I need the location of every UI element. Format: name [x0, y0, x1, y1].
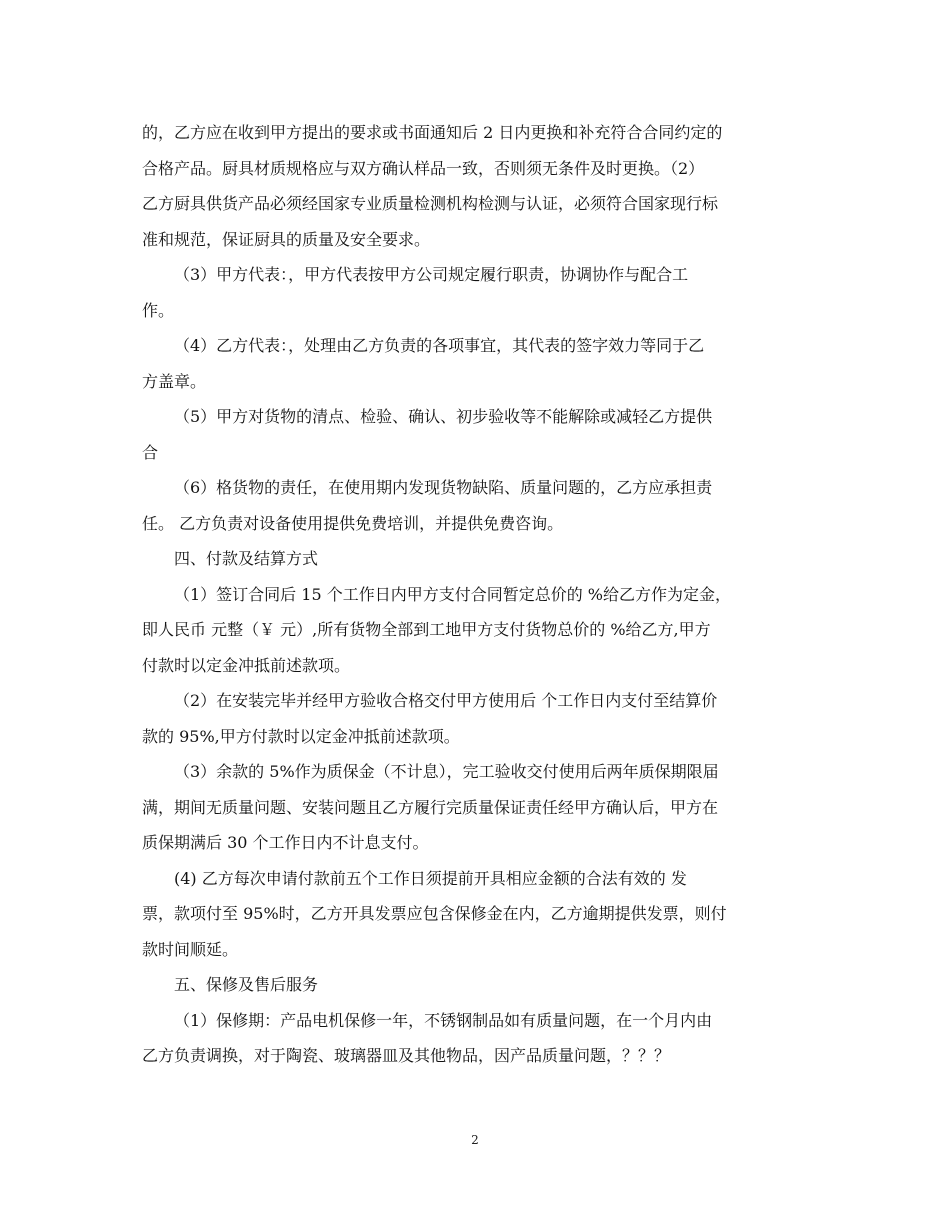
text-line: 款时间顺延。 — [142, 939, 239, 959]
text-line: （3）甲方代表：，甲方代表按甲方公司规定履行职责，协调协作与配合工 — [174, 265, 689, 284]
document-body — [142, 115, 812, 1074]
text-line: 乙方厨具供货产品必须经国家专业质量检测机构检测与认证，必须符合国家现行标 — [142, 194, 719, 213]
text-line: 作。 — [142, 300, 175, 320]
text-line: （2）在安装完毕并经甲方验收合格交付甲方使用后 个工作日内支付至结算价 — [174, 691, 718, 710]
text-line: 款的 95%,甲方付款时以定金冲抵前述款项。 — [142, 726, 460, 746]
text-line: 方盖章。 — [142, 371, 207, 391]
page-number: 2 — [471, 1133, 479, 1147]
text-line: （1）保修期：产品电机保修一年，不锈钢制品如有质量问题，在一个月内由 — [174, 1010, 713, 1030]
text-line: （5）甲方对货物的清点、检验、确认、初步验收等不能解除或减轻乙方提供 — [174, 407, 713, 426]
text-line: 质保期满后 30 个工作日内不计息支付。 — [142, 833, 429, 852]
text-line: 乙方负责调换，对于陶瓷、玻璃器皿及其他物品，因产品质量问题，？？？ — [142, 1046, 671, 1065]
text-line: 票，款项付至 95%时，乙方开具发票应包含保修金在内，乙方逾期提供发票，则付 — [142, 904, 727, 923]
text-line: 五、保修及售后服务 — [174, 975, 319, 994]
text-line: (4) 乙方每次申请付款前五个工作日须提前开具相应金额的合法有效的 发 — [174, 868, 687, 888]
text-line: 即人民币 元整（￥ 元）,所有货物全部到工地甲方支付货物总价的 %给乙方,甲方 — [142, 620, 711, 639]
text-line: 合 — [142, 442, 159, 462]
text-line: （6）格货物的责任，在使用期内发现货物缺陷、质量问题的，乙方应承担责 — [174, 478, 713, 497]
text-line: 合格产品。厨具材质规格应与双方确认样品一致，否则须无条件及时更换。（2） — [142, 158, 705, 178]
text-line: 四、付款及结算方式 — [174, 549, 319, 568]
text-line: （1）签订合同后 15 个工作日内甲方支付合同暂定总价的 %给乙方作为定金， — [174, 584, 732, 604]
text-line: 的，乙方应在收到甲方提出的要求或书面通知后 2 日内更换和补充符合合同约定的 — [142, 123, 723, 142]
text-line: 满，期间无质量问题、安装问题且乙方履行完质量保证责任经甲方确认后，甲方在 — [142, 797, 719, 817]
text-line: 任。 乙方负责对设备使用提供免费培训，并提供免费咨询。 — [142, 513, 564, 533]
text-line: （4）乙方代表：，处理由乙方负责的各项事宜，其代表的签字效力等同于乙 — [174, 336, 705, 355]
text-line: （3）余款的 5%作为质保金（不计息），完工验收交付使用后两年质保期限届 — [174, 762, 719, 781]
text-line: 付款时以定金冲抵前述款项。 — [142, 655, 351, 675]
text-line: 准和规范，保证厨具的质量及安全要求。 — [142, 229, 431, 249]
